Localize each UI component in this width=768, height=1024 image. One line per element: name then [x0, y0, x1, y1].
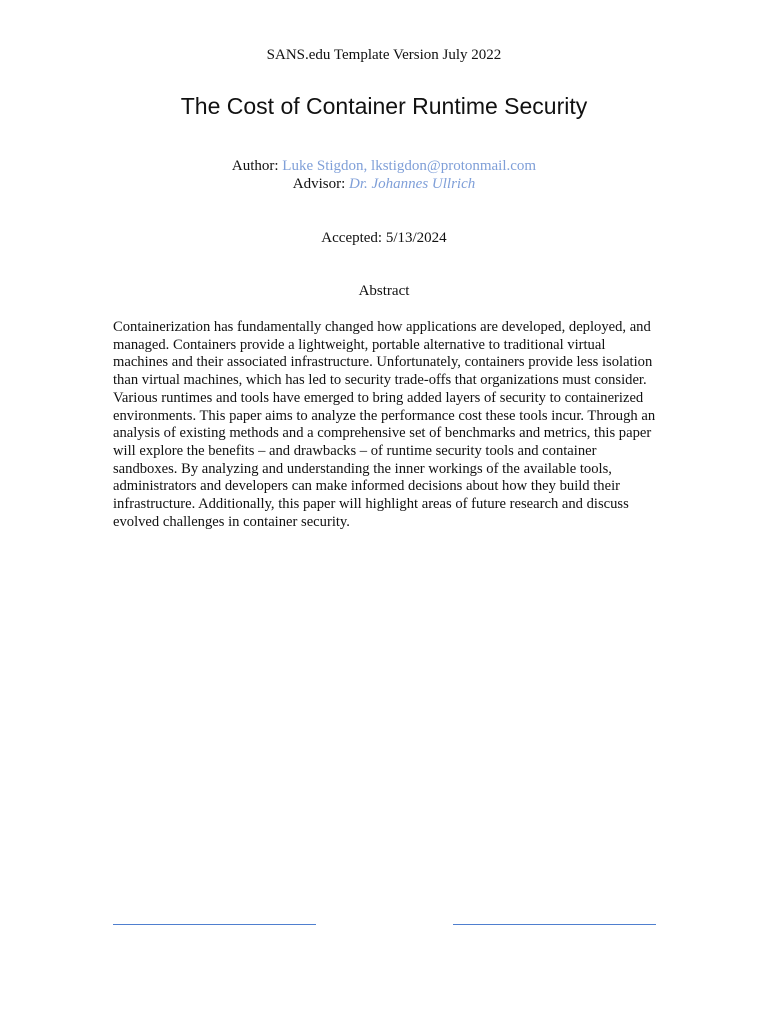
paper-title: The Cost of Container Runtime Security	[180, 93, 588, 119]
signature-line-left	[113, 924, 316, 925]
author-label: Author:	[231, 158, 279, 174]
advisor-link[interactable]: Dr. Johannes Ullrich	[349, 176, 476, 192]
abstract-body: Containerization has fundamentally changed how applications are developed, deployed, and managed. Containers provide a lightweight, portable alternative to traditional virtual machines and their associated infrastructure. Unfortunately, containers provide less isolation than virtual machines, which has led to security trade-offs that organizations must consider. Various runtimes and tools have emerged to bring added layers of security to containerized environments. This paper aims to analyze the performance cost these tools incur. Through an analysis of existing methods and a comprehensive set of benchmarks and metrics, this paper will explore the benefits – and drawbacks – of runtime security tools and container sandboxes. By analyzing and understanding the inner workings of the available tools, administrators and developers can make informed decisions about how they build their infrastructure. Additionally, this paper will highlight areas of future research and discuss evolved challenges in container security.	[113, 319, 656, 530]
accepted-date: Accepted: 5/13/2024	[321, 230, 447, 246]
author-line	[0, 157, 768, 175]
abstract-heading: Abstract	[358, 283, 410, 299]
author-link[interactable]: Luke Stigdon, lkstigdon@protonmail.com	[282, 158, 537, 174]
advisor-label: Advisor:	[292, 176, 346, 192]
advisor-line	[0, 175, 768, 193]
signature-line-right	[453, 924, 656, 925]
template-version: SANS.edu Template Version July 2022	[266, 47, 502, 63]
